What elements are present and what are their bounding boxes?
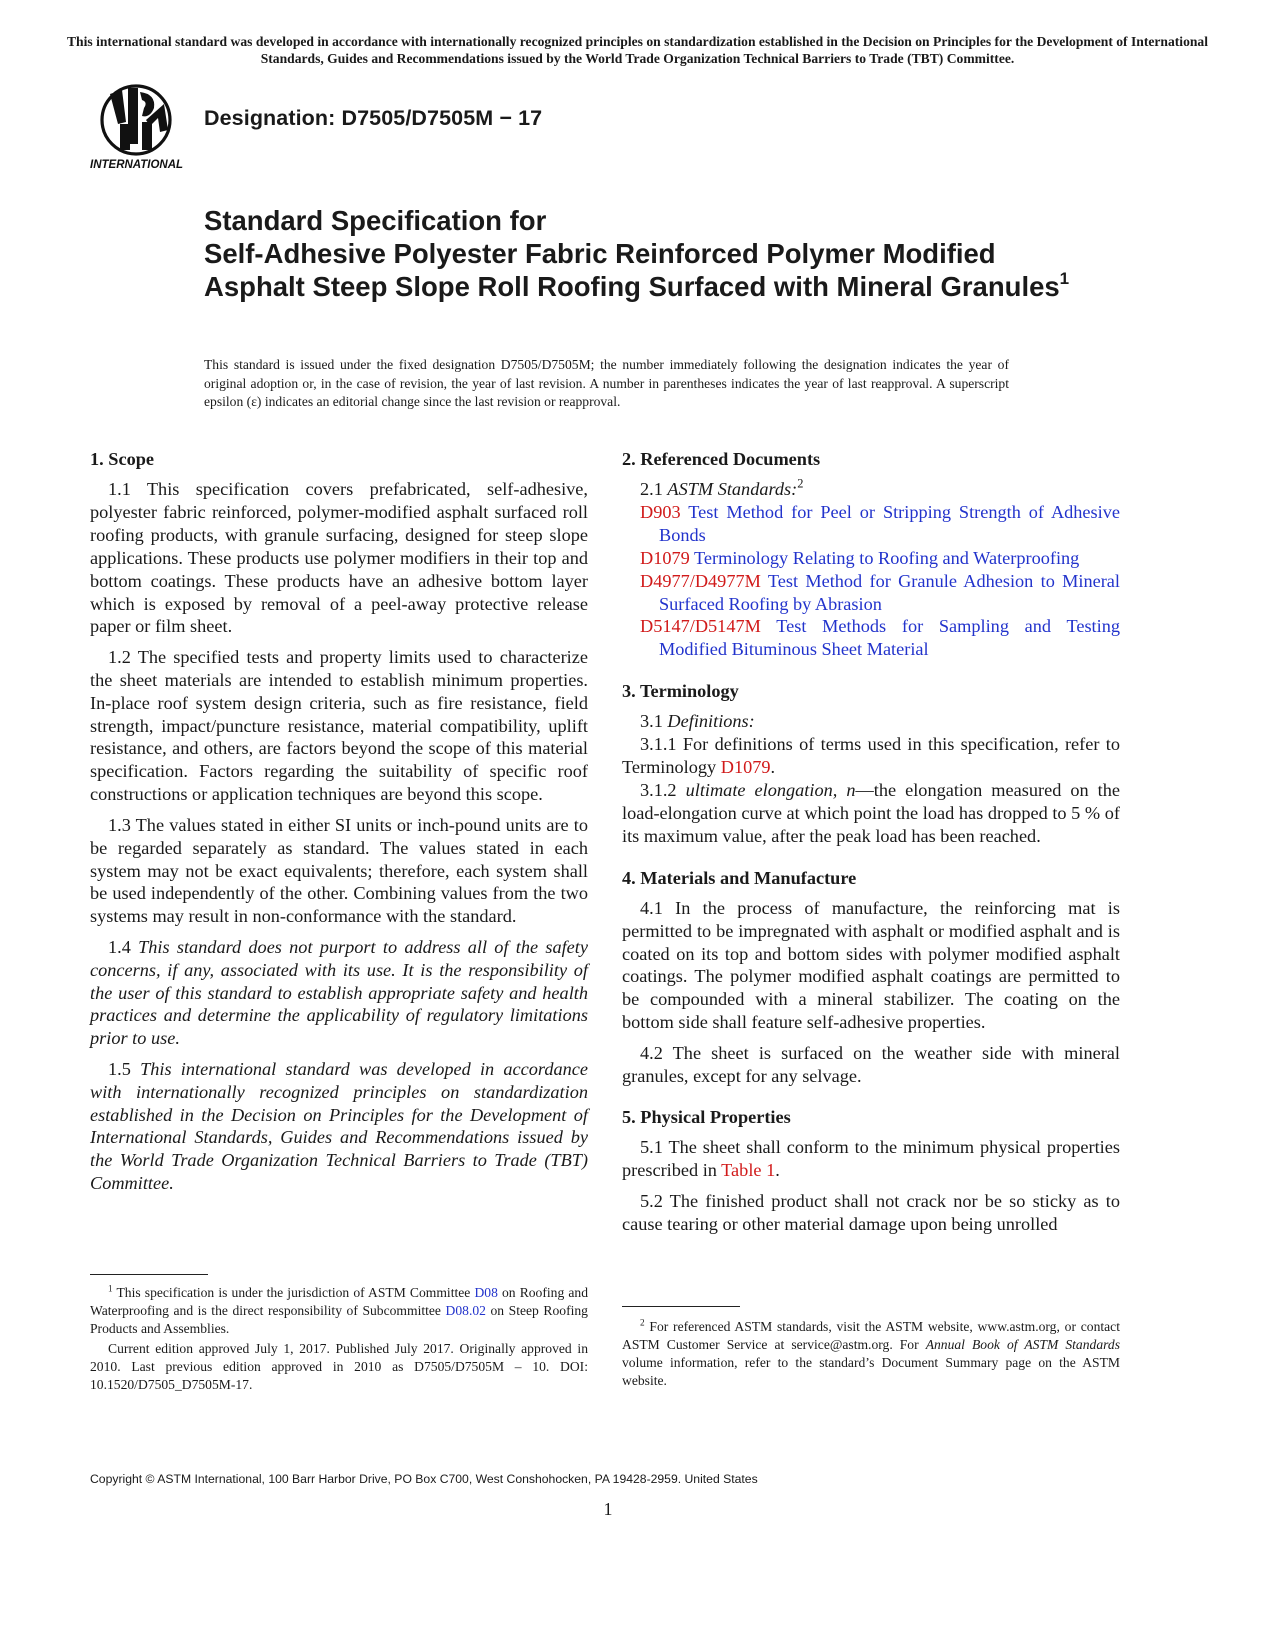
section-heading-materials: 4. Materials and Manufacture [622,867,857,888]
left-column [90,448,588,1203]
reference-d1079[interactable]: D1079 Terminology Relating to Roofing and Waterproofing [640,547,1080,568]
title-footnote-mark: 1 [1059,269,1070,288]
paragraph-5-1: 5.1 The sheet shall conform to the minimum physical properties prescribed in Table 1. [622,1137,1120,1181]
section-heading-referenced-documents: 2. Referenced Documents [622,449,821,469]
title-line-1: Standard Specification for [204,205,547,236]
logo-text: INTERNATIONAL [90,159,184,171]
international-notice: This international standard was developed in accordance with internationally recognized principles on standardization established in the Decision on Principles for the Development of International Standards, Guides and Recommendations issued by the World Trade Organization Technical Barriers to Trade (TBT) Committee. [66,34,1209,66]
reference-d903[interactable]: D903 Test Method for Peel or Stripping Strength of Adhesive Bonds [640,501,1120,545]
astm-standards-label: 2.1 ASTM Standards:$^2$ [640,476,804,499]
footnote-1: $^1$ This specification is under the jurisdiction of ASTM Committee D08 on Roofing and Waterproofing and is the direct responsibility of Subcommittee D08.02 on Steep Roofing Products and Assemblies. Current edition approved July 1, 2017. Published July 2017. Originally approved in 2010. Last previous edition approved in 2010 as D7505/D7505M – 10. DOI: 10.1520/D7505_D7505M-17. [90,1283,588,1392]
section-heading-terminology: 3. Terminology [622,681,739,702]
astm-logo-icon [86,82,194,174]
footnote-divider-right [622,1306,740,1307]
link-d1079[interactable]: D1079 [720,757,771,778]
reference-d4977[interactable]: D4977/D4977M Test Method for Granule Adhesion to Mineral Surfaced Roofing by Abrasion [640,570,1120,614]
paragraph-3-1-2: 3.1.2 ultimate elongation, n—the elongation measured on the load-elongation curve at which point the load has dropped to 5 % of its maximum value, after the peak load has been reached. [622,779,1120,846]
copyright-line: Copyright © ASTM International, 100 Barr Harbor Drive, PO Box C700, West Conshohocken, PA 19428-2959. United States [90,1472,758,1486]
page-number: 1 [603,1499,613,1519]
paragraph-1-1: 1.1 This specification covers prefabricated, self-adhesive, polyester fabric reinforced, polymer-modified asphalt surfaced roll roofing products, with granule surfacing, designed for steep slope applications. These products use polymer modifiers in their top and bottom coatings. These products have an adhesive bottom layer which is exposed by removal of a peel-away protective release paper or film sheet. [90,479,588,637]
paragraph-1-3: 1.3 The values stated in either SI units or inch-pound units are to be regarded separately as standard. The values stated in each system may not be exact equivalents; therefore, each system shall be used independently of the other. Combining values from the two systems may result in non-conformance with the standard. [90,814,588,927]
title-line-2: Self-Adhesive Polyester Fabric Reinforced Polymer Modified Asphalt Steep Slope Roll Roofing Surfaced with Mineral Granules$^1$ [204,238,1070,302]
paragraph-3-1-1: 3.1.1 For definitions of terms used in this specification, refer to Terminology D1079. [622,734,1120,778]
footnote-1-edition: Current edition approved July 1, 2017. Published July 2017. Originally approved in 2010. Last previous edition approved in 2010 as D7505/D7505M – 10. DOI: 10.1520/D7505_D7505M-17. [90,1341,588,1392]
paragraph-1-5: 1.5 This international standard was developed in accordance with internationally recognized principles on standardization established in the Decision on Principles for the Development of International Standards, Guides and Recommendations issued by the World Trade Organization Technical Barriers to Trade (TBT) Committee. [90,1058,588,1194]
footnote-divider-left [90,1274,208,1275]
right-column [622,448,1120,1243]
issuance-note: This standard is issued under the fixed designation D7505/D7505M; the number immediately following the designation indicates the year of original adoption or, in the case of revision, the year of last revision. A number in parentheses indicates the year of last reapproval. A superscript epsilon (ε) indicates an editorial change since the last revision or reapproval. [204,357,1009,409]
document-title [204,204,1084,303]
paragraph-5-2: 5.2 The finished product shall not crack nor be so sticky as to cause tearing or other material damage upon being unrolled [622,1190,1120,1234]
footnote-link-d08[interactable]: D08 [474,1285,498,1300]
paragraph-4-1: 4.1 In the process of manufacture, the reinforcing mat is permitted to be impregnated with asphalt or modified asphalt and is coated on its top and bottom sides with polymer modified asphalt coatings. The polymer modified asphalt coatings are permitted to be compounded with a mineral stabilizer. The coating on the bottom side shall feature self-adhesive properties. [622,897,1120,1033]
section-heading-scope: 1. Scope [90,449,154,469]
reference-d5147[interactable]: D5147/D5147M Test Methods for Sampling and Testing Modified Bituminous Sheet Material [640,616,1120,660]
section-heading-physical-properties: 5. Physical Properties [622,1107,791,1128]
definitions-label: 3.1 Definitions: [640,711,755,732]
paragraph-1-2: 1.2 The specified tests and property limits used to characterize the sheet materials are intended to establish minimum properties. In-place roof system design criteria, such as fire resistance, field strength, impact/puncture resistance, material compatibility, uplift resistance, and others, are factors beyond the scope of this material specification. Factors regarding the suitability of specific roof constructions or application techniques are beyond this scope. [90,646,588,805]
footnote-link-d08-02[interactable]: D08.02 [445,1303,486,1318]
paragraph-4-2: 4.2 The sheet is surfaced on the weather side with mineral granules, except for any selvage. [622,1042,1120,1086]
paragraph-1-4: 1.4 This standard does not purport to address all of the safety concerns, if any, associated with its use. It is the responsibility of the user of this standard to establish appropriate safety and health practices and determine the applicability of regulatory limitations prior to use. [90,936,588,1049]
footnote-2: $^2$ For referenced ASTM standards, visit the ASTM website, www.astm.org, or contact ASTM Customer Service at service@astm.org. For Annual Book of ASTM Standards volume information, refer to the standard’s Document Summary page on the ASTM website. [622,1317,1120,1388]
link-table-1[interactable]: Table 1 [721,1160,776,1181]
designation: Designation: D7505/D7505M − 17 [204,106,543,130]
